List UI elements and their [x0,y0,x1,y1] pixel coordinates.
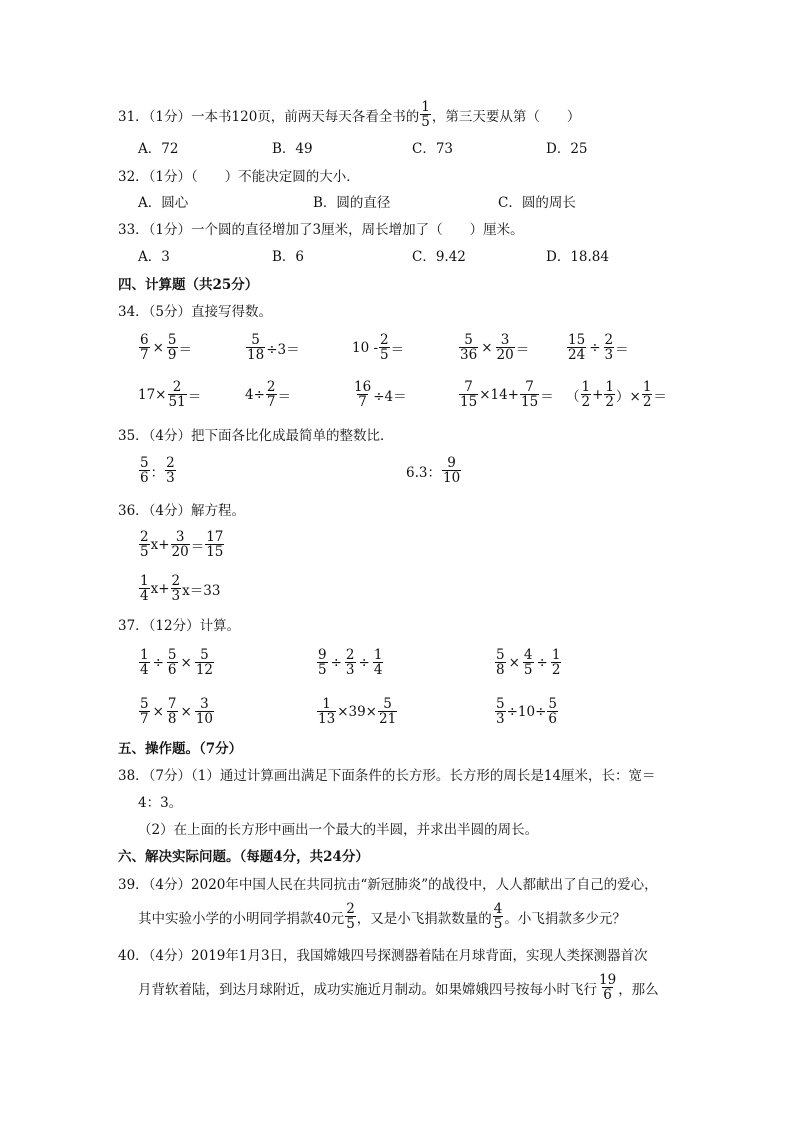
fraction: $\frac{1}{2}$ [605,379,614,411]
section-heading-6: 六、解决实际问题。（每题4分，共24分） [118,849,369,865]
fraction: $\frac{5}{9}$ [167,332,177,364]
q34-expr: 17× $\frac{2}{51}$ ＝ [138,379,202,411]
q40-line-2: 月背软着陆，到达月球附近，成功实施近月制动。如果嫦娥四号按每小时飞行 $\frac{19}{6}$ ，那么 [138,972,659,1004]
fraction: $\frac{15}{24}$ [568,332,586,364]
fraction: $\frac{2}{5}$ [380,332,389,364]
fraction: $\frac{1}{4}$ [140,573,149,605]
fraction: $\frac{2}{5}$ [346,901,355,933]
fraction: $\frac{17}{15}$ [206,529,224,561]
fraction: $\frac{7}{15}$ [521,379,539,411]
fraction: $\frac{1}{2}$ [581,379,591,411]
q34-expr: $\frac{16}{7}$ ÷4＝ [354,379,407,411]
q35-ratio-b: 6.3： $\frac{9}{10}$ [406,455,461,487]
fraction: $\frac{19}{6}$ [599,972,617,1004]
q38-line-3: （2）在上面的长方形中画出一个最大的半圆，并求出半圆的周长。 [138,822,539,838]
q34-expr: $\frac{5}{36}$ × $\frac{3}{20}$ ＝ [460,332,530,364]
fraction: $\frac{2}{3}$ [171,573,181,605]
q33-option-a: A．3 [138,249,170,265]
fraction: $\frac{3}{20}$ [171,529,189,561]
q38-line-1: 38．（7分）（1）通过计算画出满足下面条件的长方形。长方形的周长是14厘米，长：宽＝ [118,768,656,784]
q31-option-b: B．49 [272,141,313,157]
q39-line-2: 其中实验小学的小明同学捐款40元 $\frac{2}{5}$ ，又是小飞捐款数量的 $\frac{4}{5}$ 。小飞捐款多少元？ [138,901,626,933]
fraction: $\frac{2}{5}$ [140,529,149,561]
q32-option-c: C．圆的周长 [498,195,576,211]
q37-expr: $\frac{1}{4}$ ÷ $\frac{5}{6}$ × $\frac{5}{12}$ [140,647,213,679]
section-heading-5: 五、操作题。（7分） [118,741,243,757]
q33-option-d: D．18.84 [546,249,609,265]
fraction: $\frac{5}{36}$ [460,332,478,364]
fraction: $\frac{1}{2}$ [551,647,561,679]
fraction: $\frac{5}{18}$ [247,332,265,364]
fraction: $\frac{2}{7}$ [266,379,276,411]
q32-stem: 32．（1分）（ ）不能决定圆的大小． [118,169,360,185]
fraction: $\frac{5}{21}$ [379,696,397,728]
fraction: $\frac{7}{8}$ [167,696,177,728]
q37-expr: $\frac{9}{5}$ ÷ $\frac{2}{3}$ ÷ $\frac{1}{4}$ [318,647,383,679]
q37-expr: $\frac{5}{8}$ × $\frac{4}{5}$ ÷ $\frac{1}{2}$ [496,647,561,679]
q37-expr: $\frac{1}{13}$ ×39× $\frac{5}{21}$ [318,696,397,728]
q34-expr: $\frac{5}{18}$ ÷3＝ [247,332,300,364]
fraction: $\frac{1}{5}$ [421,99,430,131]
q31-stem: 31．（1分）一本书120页，前两天每天各看全书的 $\frac{1}{5}$ ，第三天要从第（ ） [118,99,581,131]
fraction: $\frac{2}{3}$ [345,647,355,679]
q32-option-b: B．圆的直径 [313,195,391,211]
q31-option-c: C．73 [412,141,454,157]
q34-expr: $\frac{6}{7}$ × $\frac{5}{9}$ ＝ [140,332,192,364]
q36-stem: 36．（4分）解方程。 [118,503,246,519]
fraction: $\frac{1}{4}$ [140,647,149,679]
q39-line-1: 39．（4分）2020年中国人民在共同抗击“新冠肺炎”的战役中，人人都献出了自己的爱心， [118,877,658,893]
fraction: $\frac{5}{6}$ [548,696,557,728]
fraction: $\frac{5}{8}$ [496,647,505,679]
q34-expr: $\frac{15}{24}$ ÷ $\frac{2}{3}$ ＝ [568,332,629,364]
fraction: $\frac{2}{3}$ [166,455,175,487]
q34-stem: 34．（5分）直接写得数。 [118,304,273,320]
fraction: $\frac{16}{7}$ [354,379,372,411]
q34-expr: （ $\frac{1}{2}$ + $\frac{1}{2}$ ）× $\frac{1}{2}$ ＝ [566,379,667,411]
q36-equation-2: $\frac{1}{4}$ x+ $\frac{2}{3}$ x＝33 [140,573,221,605]
fraction: $\frac{7}{15}$ [460,379,478,411]
fraction: $\frac{5}{6}$ [140,455,149,487]
fraction: $\frac{2}{3}$ [604,332,614,364]
fraction: $\frac{5}{6}$ [167,647,177,679]
q33-option-c: C．9.42 [412,249,466,265]
fraction: $\frac{3}{20}$ [496,332,514,364]
q33-stem: 33．（1分）一个圆的直径增加了3厘米，周长增加了（ ）厘米。 [118,222,524,238]
fraction: $\frac{5}{3}$ [496,696,505,728]
q35-ratio-a: $\frac{5}{6}$ ： $\frac{2}{3}$ [140,455,175,487]
q40-line-1: 40．（4分）2019年1月3日，我国嫦娥四号探测器着陆在月球背面，实现人类探测器首次 [118,948,648,964]
q35-stem: 35．（4分）把下面各比化成最简单的整数比． [118,428,394,444]
q37-expr: $\frac{5}{7}$ × $\frac{7}{8}$ × $\frac{3}{10}$ [140,696,213,728]
fraction: $\frac{1}{13}$ [318,696,336,728]
fraction: $\frac{2}{51}$ [168,379,186,411]
q32-option-a: A．圆心 [138,195,189,211]
section-heading-4: 四、计算题（共25分） [118,277,259,293]
fraction: $\frac{5}{7}$ [140,696,149,728]
fraction: $\frac{9}{5}$ [318,647,327,679]
fraction: $\frac{4}{5}$ [493,901,503,933]
fraction: $\frac{5}{12}$ [195,647,213,679]
fraction: $\frac{3}{10}$ [195,696,213,728]
q31-option-a: A．72 [138,141,179,157]
q33-option-b: B．6 [272,249,305,265]
q34-expr: $\frac{7}{15}$ ×14+ $\frac{7}{15}$ ＝ [460,379,554,411]
q38-line-2: 4：3。 [138,795,183,811]
fraction: $\frac{4}{5}$ [523,647,533,679]
fraction: $\frac{6}{7}$ [140,332,149,364]
q37-expr: $\frac{5}{3}$ ÷10÷ $\frac{5}{6}$ [496,696,557,728]
q34-expr: 10 - $\frac{2}{5}$ ＝ [352,332,405,364]
fraction: $\frac{1}{4}$ [373,647,383,679]
q36-equation-1: $\frac{2}{5}$ x+ $\frac{3}{20}$ ＝ $\frac{17}{15}$ [140,529,224,561]
q34-expr: 4÷ $\frac{2}{7}$ ＝ [245,379,291,411]
q31-option-d: D．25 [546,141,588,157]
fraction: $\frac{1}{2}$ [642,379,652,411]
fraction: $\frac{9}{10}$ [442,455,461,487]
q37-stem: 37．（12分）计算。 [118,618,241,634]
